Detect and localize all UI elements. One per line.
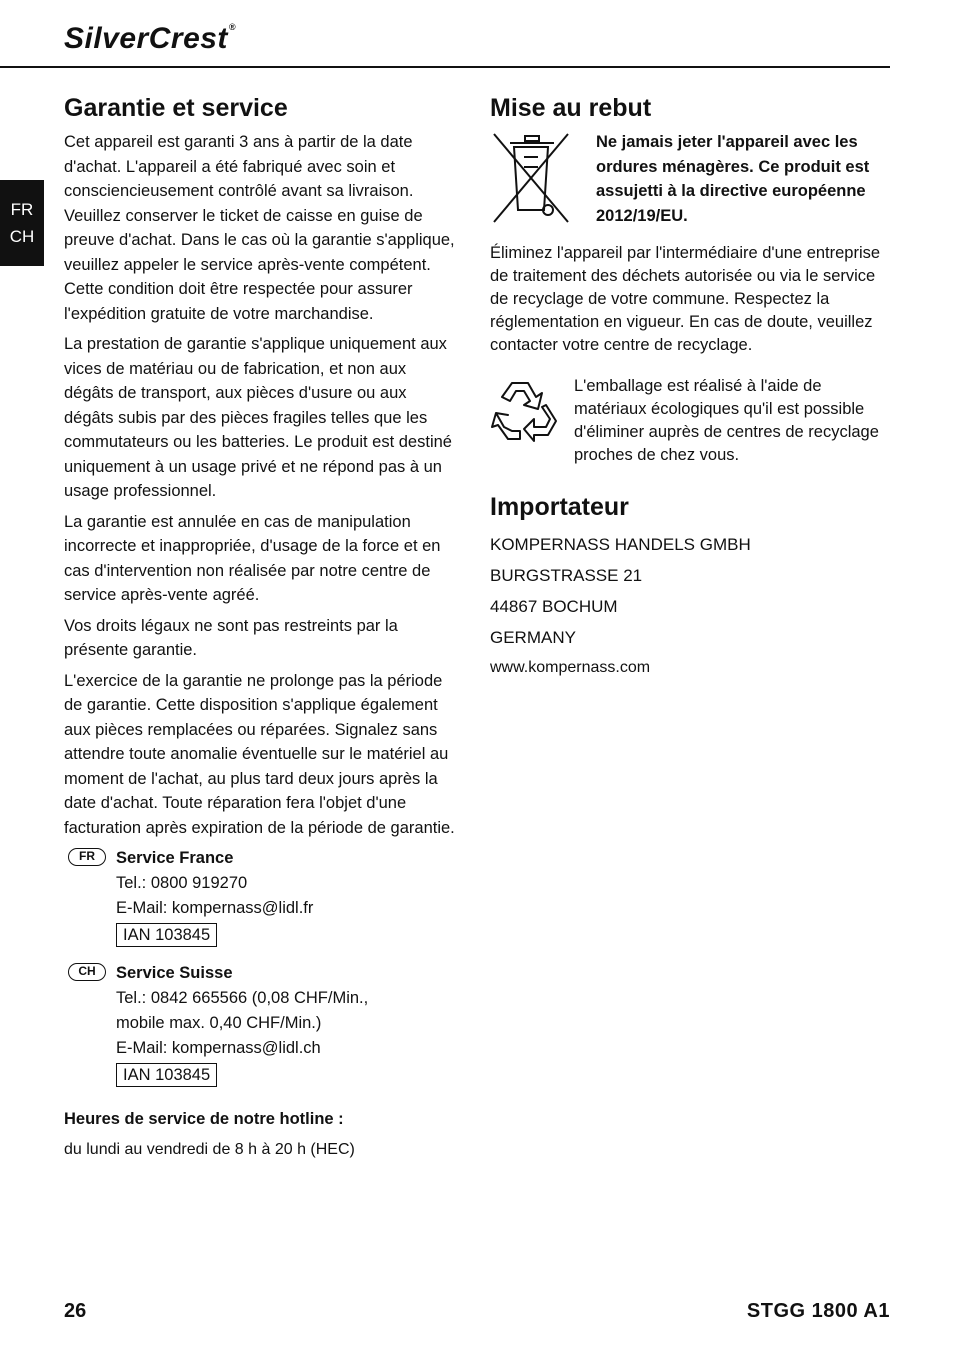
service-suisse-name: Service Suisse — [116, 964, 233, 982]
hotline-hours-title: Heures de service de notre hotline : — [64, 1110, 344, 1128]
weee-text: Ne jamais jeter l'appareil avec les ordures ménagères. Ce produit est assujetti à la directive européenne 2012/19/EU. — [596, 133, 870, 225]
model-number: STGG 1800 A1 — [746, 1300, 890, 1322]
service-france — [64, 846, 460, 959]
fr-badge: FR — [68, 848, 106, 866]
page-number: 26 — [64, 1300, 87, 1322]
language-ch: CH — [9, 227, 35, 246]
warranty-paragraph-1: Cet appareil est garanti 3 ans à partir de la date d'achat. L'appareil a été fabriqué avec soin et consciencieusement contrôlé avant sa livraison. Veuillez conserver le ticket de caisse en guise de preuve d'achat. Dans le cas où la garantie s'applique, veuillez appeler le service après-vente compétent. Cette condition doit être respectée pour assurer l'expédition gratuite de votre marchandise. — [64, 133, 455, 323]
language-fr: FR — [10, 200, 34, 219]
language-tab — [0, 180, 44, 266]
registered-mark: ® — [228, 22, 237, 32]
importer-title: Importateur — [490, 493, 629, 521]
hotline-hours: du lundi au vendredi de 8 h à 20 h (HEC) — [64, 1141, 355, 1158]
service-suisse-tel: Tel.: 0842 665566 (0,08 CHF/Min., — [116, 989, 369, 1007]
packaging-text: L'emballage est réalisé à l'aide de matériaux écologiques qu'il est possible d'éliminer auprès de centres de recyclage proches de chez vous. — [574, 377, 879, 464]
service-suisse-email: E-Mail: kompernass@lidl.ch — [116, 1039, 321, 1057]
warranty-title: Garantie et service — [64, 94, 288, 122]
ian-box-fr: IAN 103845 — [116, 923, 217, 947]
importer-name: KOMPERNASS HANDELS GMBH — [490, 535, 751, 554]
right-column — [490, 92, 890, 683]
service-suisse-tel-mobile: mobile max. 0,40 CHF/Min.) — [116, 1014, 322, 1032]
service-suisse — [64, 961, 460, 1099]
recycle-icon — [490, 375, 564, 449]
ian-box-ch: IAN 103845 — [116, 1063, 217, 1087]
crossed-bin-icon — [490, 130, 572, 226]
warranty-paragraph-2: La prestation de garantie s'applique uniquement aux vices de matériau ou de fabrication, et non aux dégâts de transport, aux pièces d'usure ou aux dégâts subis par des pièces fragiles telles que les commutateurs ou les batteries. Le produit est destiné uniquement à un usage privé et ne répond pas à un usage professionnel. — [64, 335, 452, 500]
warranty-paragraph-4: Vos droits légaux ne sont pas restreints par la présente garantie. — [64, 616, 398, 659]
weee-notice — [490, 130, 890, 228]
brand-logo — [64, 22, 236, 56]
service-france-name: Service France — [116, 849, 234, 867]
left-column — [64, 92, 460, 1161]
importer-country: GERMANY — [490, 628, 576, 647]
importer-street: BURGSTRASSE 21 — [490, 566, 643, 585]
ch-badge: CH — [68, 963, 106, 981]
disposal-title: Mise au rebut — [490, 94, 652, 122]
service-france-tel: Tel.: 0800 919270 — [116, 874, 248, 892]
disposal-text: Éliminez l'appareil par l'intermédiaire d'une entreprise de traitement des déchets autorisée ou via le service de recyclage de votre commune. Respectez la réglementation en vigueur. En cas de doute, veuillez contacter votre centre de recyclage. — [490, 244, 881, 354]
warranty-paragraph-5: L'exercice de la garantie ne prolonge pas la période de garantie. Cette disposition s'applique également aux pièces remplacées ou réparées. Signalez sans attendre toute anomalie éventuelle sur le matériel au moment de l'achat, au plus tard deux jours après la date d'achat. Toute réparation fera l'objet d'une facturation après expiration de la période de garantie. — [64, 671, 455, 837]
brand-name: SilverCrest — [64, 22, 228, 55]
packaging-notice — [490, 375, 890, 467]
warranty-paragraph-3: La garantie est annulée en cas de manipulation incorrecte et inappropriée, d'usage de la force et en cas d'intervention non réalisée par notre centre de service après-vente agréé. — [64, 512, 441, 604]
service-france-email: E-Mail: kompernass@lidl.fr — [116, 899, 314, 917]
importer-website[interactable]: www.kompernass.com — [490, 659, 651, 676]
header-rule — [0, 66, 890, 68]
importer-city: 44867 BOCHUM — [490, 597, 618, 616]
